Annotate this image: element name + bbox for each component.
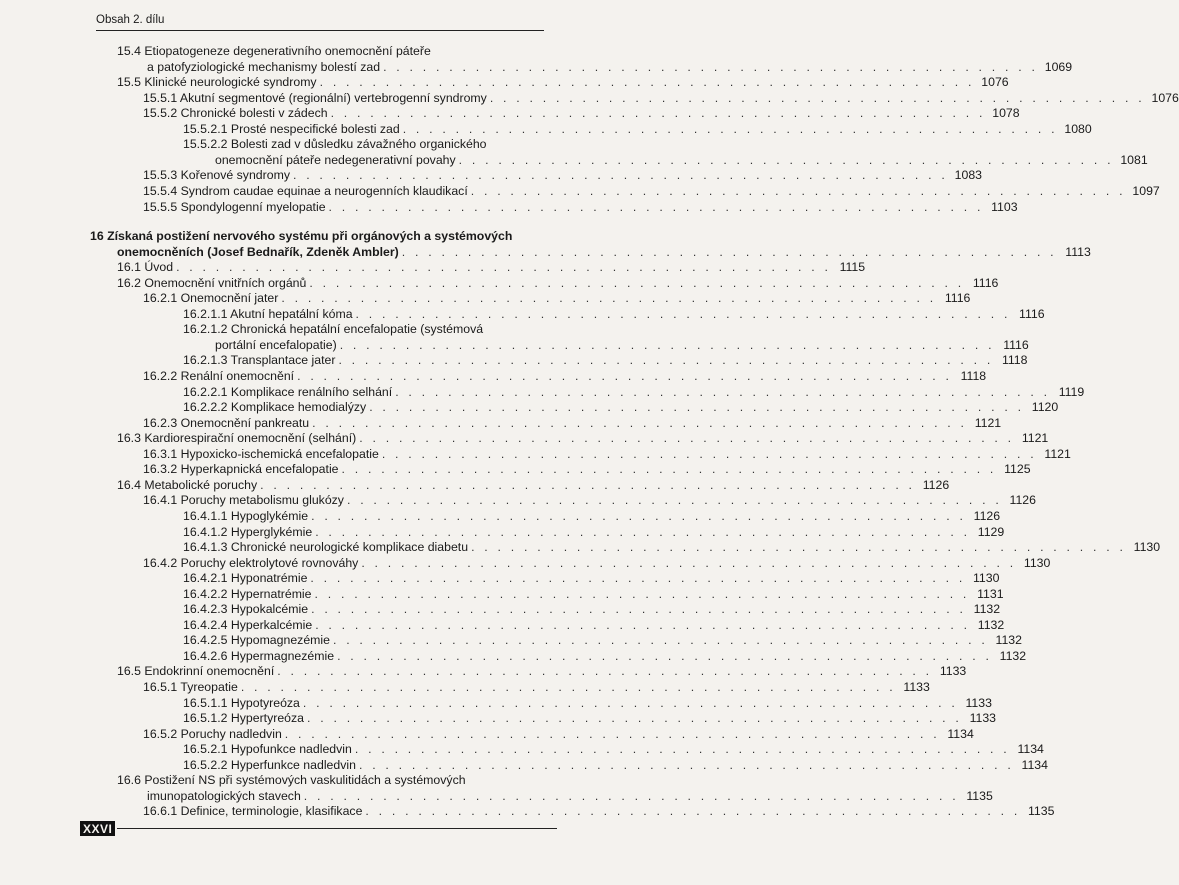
toc-entry	[183, 757, 1048, 773]
toc-entry	[143, 106, 1020, 121]
dot-leader: . . . . . . . . . . . . . . . . . . . . . . . . . . . . . . . . . . . . . . . . . . . . . . . . . .	[365, 804, 1021, 819]
dot-leader: . . . . . . . . . . . . . . . . . . . . . . . . . . . . . . . . . . . . . . . . . . . . . . . . . .	[314, 586, 970, 601]
toc-entry-title: 15.5.3 Kořenové syndromy	[143, 168, 290, 183]
toc-entry	[147, 59, 1073, 75]
running-head: Obsah 2. dílu	[96, 14, 165, 26]
dot-leader: . . . . . . . . . . . . . . . . . . . . . . . . . . . . . . . . . . . . . . . . . . . . . . . . . .	[395, 384, 1051, 399]
toc-page-number: 1120	[1031, 400, 1059, 415]
toc-entry-title: 16.3.1 Hypoxicko-ischemická encefalopatie	[143, 446, 379, 461]
dot-leader: . . . . . . . . . . . . . . . . . . . . . . . . . . . . . . . . . . . . . . . . . . . . . . . . . .	[402, 121, 1058, 136]
toc-entry	[143, 446, 1071, 462]
dot-leader: . . . . . . . . . . . . . . . . . . . . . . . . . . . . . . . . . . . . . . . . . . . . . . . . . .	[361, 555, 1017, 570]
toc-page-number: 1135	[1027, 804, 1055, 819]
toc-entry-title: 16.2.3 Onemocnění pankreatu	[143, 415, 310, 430]
toc-entry	[183, 617, 1005, 633]
toc-entry-title: 16.4.1 Poruchy metabolismu glukózy	[143, 493, 344, 508]
toc-entry	[143, 183, 1160, 199]
toc-entry	[117, 477, 950, 493]
dot-leader: . . . . . . . . . . . . . . . . . . . . . . . . . . . . . . . . . . . . . . . . . . . . . . . . . .	[311, 508, 967, 523]
toc-page-number: 1118	[1001, 353, 1028, 368]
toc-entry	[143, 726, 974, 742]
toc-entry-title: 16.5.2 Poruchy nadledvin	[143, 726, 282, 741]
toc-entry	[143, 369, 987, 384]
dot-leader: . . . . . . . . . . . . . . . . . . . . . . . . . . . . . . . . . . . . . . . . . . . . . . . . . .	[284, 726, 940, 741]
dot-leader: . . . . . . . . . . . . . . . . . . . . . . . . . . . . . . . . . . . . . . . . . . . . . . . . . .	[332, 633, 988, 648]
toc-entry-line: 16.2.1.2 Chronická hepatální encefalopatie (systémová	[183, 322, 484, 337]
toc-entry-title: 16.3.2 Hyperkapnická encefalopatie	[143, 462, 339, 477]
dot-leader: . . . . . . . . . . . . . . . . . . . . . . . . . . . . . . . . . . . . . . . . . . . . . . . . . .	[489, 90, 1145, 105]
toc-entry-title: 16.4.2.3 Hypokalcémie	[183, 602, 309, 617]
dot-leader: . . . . . . . . . . . . . . . . . . . . . . . . . . . . . . . . . . . . . . . . . . . . . . . . . .	[315, 617, 971, 632]
toc-entry	[215, 152, 1148, 168]
toc-entry-title: 16.5.2.2 Hyperfunkce nadledvin	[183, 757, 356, 772]
dot-leader: . . . . . . . . . . . . . . . . . . . . . . . . . . . . . . . . . . . . . . . . . . . . . . . . . .	[281, 291, 937, 306]
toc-page-number: 1125	[1004, 462, 1031, 477]
toc-entry-title: 16.4.2.6 Hypermagnezémie	[183, 648, 335, 663]
toc-entry	[183, 508, 1001, 524]
toc-page-number: 1129	[977, 524, 1005, 539]
toc-page-number: 1121	[1044, 446, 1071, 461]
toc-entry	[183, 384, 1085, 400]
toc-page-number: 1130	[1133, 540, 1161, 555]
dot-leader: . . . . . . . . . . . . . . . . . . . . . . . . . . . . . . . . . . . . . . . . . . . . . . . . . .	[328, 199, 984, 214]
toc-entry-title: 16.4.2.5 Hypomagnezémie	[183, 633, 330, 648]
toc-entry	[183, 742, 1044, 757]
dot-leader: . . . . . . . . . . . . . . . . . . . . . . . . . . . . . . . . . . . . . . . . . . . . . . . . . .	[339, 337, 995, 352]
toc-entry	[143, 462, 1031, 477]
toc-page-number: 1115	[839, 260, 866, 275]
toc-page-number: 1130	[973, 571, 1000, 586]
toc-entry-line: 15.4 Etiopatogeneze degenerativního onemocnění páteře	[117, 44, 431, 58]
toc-entry-title: 16.4.1.3 Chronické neurologické komplikace diabetu	[183, 540, 469, 555]
toc-entry-title: 16.2 Onemocnění vnitřních orgánů	[117, 275, 307, 290]
dot-leader: . . . . . . . . . . . . . . . . . . . . . . . . . . . . . . . . . . . . . . . . . . . . . . . . . .	[330, 106, 986, 121]
toc-entry	[183, 586, 1004, 602]
toc-entry	[143, 680, 930, 695]
toc-entry	[117, 431, 1049, 446]
dot-leader: . . . . . . . . . . . . . . . . . . . . . . . . . . . . . . . . . . . . . . . . . . . . . . . . . .	[381, 446, 1037, 461]
dot-leader: . . . . . . . . . . . . . . . . . . . . . . . . . . . . . . . . . . . . . . . . . . . . . . . . . .	[470, 183, 1126, 198]
toc-page-number: 1116	[972, 275, 999, 290]
toc-page-number: 1083	[954, 168, 982, 183]
toc-entry-title: imunopatologických stavech	[147, 788, 301, 803]
dot-leader: . . . . . . . . . . . . . . . . . . . . . . . . . . . . . . . . . . . . . . . . . . . . . . . . . .	[319, 75, 975, 90]
dot-leader: . . . . . . . . . . . . . . . . . . . . . . . . . . . . . . . . . . . . . . . . . . . . . . . . . .	[302, 695, 958, 710]
dot-leader: . . . . . . . . . . . . . . . . . . . . . . . . . . . . . . . . . . . . . . . . . . . . . . . . . .	[383, 59, 1039, 74]
toc-page-number: 1119	[1058, 384, 1085, 399]
toc-entry-title: portální encefalopatie)	[215, 337, 337, 352]
toc-entry-title: 16.3 Kardiorespirační onemocnění (selhání)	[117, 431, 357, 446]
toc-page-number: 1132	[995, 633, 1022, 648]
toc-page-number: 1080	[1064, 121, 1092, 136]
toc-entry-title: 15.5.5 Spondylogenní myelopatie	[143, 199, 326, 214]
toc-entry	[143, 199, 1018, 215]
toc-entry-title: 16.2.1 Onemocnění jater	[143, 291, 279, 306]
toc-entry	[183, 121, 1092, 137]
dot-leader: . . . . . . . . . . . . . . . . . . . . . . . . . . . . . . . . . . . . . . . . . . . . . . . . . .	[359, 431, 1015, 446]
dot-leader: . . . . . . . . . . . . . . . . . . . . . . . . . . . . . . . . . . . . . . . . . . . . . . . . . .	[277, 664, 933, 679]
toc-entry-title: 16.4.1.2 Hyperglykémie	[183, 524, 313, 539]
toc-page-number: 1132	[973, 602, 1001, 617]
toc-entry-title: 16.4.2.2 Hypernatrémie	[183, 586, 312, 601]
toc-entry-title: 15.5.4 Syndrom caudae equinae a neurogenních klaudikací	[143, 183, 468, 198]
dot-leader: . . . . . . . . . . . . . . . . . . . . . . . . . . . . . . . . . . . . . . . . . . . . . . . . . .	[346, 493, 1002, 508]
toc-entry	[147, 788, 993, 804]
toc-page-number: 1133	[965, 695, 992, 710]
dot-leader: . . . . . . . . . . . . . . . . . . . . . . . . . . . . . . . . . . . . . . . . . . . . . . . . . .	[458, 152, 1114, 167]
toc-entry	[183, 633, 1022, 648]
toc-page-number: 1134	[947, 726, 974, 741]
toc-entry-title: 16.1 Úvod	[117, 260, 174, 275]
toc-entry	[183, 400, 1059, 415]
toc-entry-title: 15.5 Klinické neurologické syndromy	[117, 75, 317, 90]
toc-entry	[183, 711, 997, 726]
toc-entry-title: 16.5.1.2 Hypertyreóza	[183, 711, 304, 726]
header-rule	[96, 30, 544, 31]
toc-page-number: 1130	[1023, 555, 1051, 570]
dot-leader: . . . . . . . . . . . . . . . . . . . . . . . . . . . . . . . . . . . . . . . . . . . . . . . . . .	[292, 168, 948, 183]
toc-page-number: 1133	[903, 680, 930, 694]
toc-entry	[117, 75, 1009, 90]
toc-entry-title: 16.4.2.4 Hyperkalcémie	[183, 617, 313, 632]
toc-entry	[183, 353, 1028, 368]
toc-page-number: 1078	[992, 106, 1020, 121]
dot-leader: . . . . . . . . . . . . . . . . . . . . . . . . . . . . . . . . . . . . . . . . . . . . . . . . . .	[240, 680, 896, 694]
toc-entry-title: 16.4.1.1 Hypoglykémie	[183, 508, 309, 523]
toc-page-number: 1131	[977, 586, 1004, 601]
toc-entry-title: onemocněních (Josef Bednařík, Zdeněk Ambler)	[117, 244, 399, 259]
toc-entry-title: 16.2.1.3 Transplantace jater	[183, 353, 336, 368]
toc-page-number: 1133	[969, 711, 997, 726]
toc-entry	[183, 540, 1161, 555]
toc-entry	[215, 337, 1029, 353]
dot-leader: . . . . . . . . . . . . . . . . . . . . . . . . . . . . . . . . . . . . . . . . . . . . . . . . . .	[338, 353, 994, 368]
toc-page-number: 1116	[1019, 306, 1045, 321]
dot-leader: . . . . . . . . . . . . . . . . . . . . . . . . . . . . . . . . . . . . . . . . . . . . . . . . . .	[309, 275, 965, 290]
footer-rule	[117, 828, 557, 829]
toc-entry	[117, 244, 1091, 260]
toc-entry-title: 16.4 Metabolické poruchy	[117, 477, 258, 492]
toc-page-number: 1121	[974, 415, 1002, 430]
dot-leader: . . . . . . . . . . . . . . . . . . . . . . . . . . . . . . . . . . . . . . . . . . . . . . . . . .	[307, 711, 963, 726]
toc-page-number: 1126	[973, 508, 1001, 523]
toc-entry-title: 15.5.2.1 Prosté nespecifické bolesti zad	[183, 121, 400, 136]
toc-page-number: 1134	[1017, 742, 1044, 757]
toc-page-number: 1126	[1009, 493, 1036, 508]
toc-entry-title: 16.4.2.1 Hyponatrémie	[183, 571, 308, 586]
toc-entry	[183, 648, 1027, 664]
toc-entry	[183, 602, 1001, 617]
toc-entry-title: 16.4.2 Poruchy elektrolytové rovnováhy	[143, 555, 359, 570]
toc-page-number: 1132	[977, 617, 1005, 632]
toc-entry	[143, 804, 1055, 819]
toc-entry-title: 16.5 Endokrinní onemocnění	[117, 664, 275, 679]
dot-leader: . . . . . . . . . . . . . . . . . . . . . . . . . . . . . . . . . . . . . . . . . . . . . . . . . .	[471, 540, 1127, 555]
dot-leader: . . . . . . . . . . . . . . . . . . . . . . . . . . . . . . . . . . . . . . . . . . . . . . . . . .	[401, 244, 1057, 259]
toc-entry	[143, 415, 1002, 431]
dot-leader: . . . . . . . . . . . . . . . . . . . . . . . . . . . . . . . . . . . . . . . . . . . . . . . . . .	[358, 757, 1014, 772]
toc-page-number: 1133	[939, 664, 967, 679]
toc-entry	[183, 695, 992, 711]
toc-entry-title: 15.5.2 Chronické bolesti v zádech	[143, 106, 328, 121]
toc-entry	[143, 291, 971, 306]
toc-entry-title: 16.2.1.1 Akutní hepatální kóma	[183, 306, 353, 321]
toc-entry	[117, 664, 967, 679]
dot-leader: . . . . . . . . . . . . . . . . . . . . . . . . . . . . . . . . . . . . . . . . . . . . . . . . . .	[176, 260, 832, 275]
toc-entry	[143, 168, 982, 183]
toc-entry-title: 16.2.2.2 Komplikace hemodialýzy	[183, 400, 367, 415]
toc-page-number: 1121	[1021, 431, 1049, 446]
toc-entry-title: 15.5.1 Akutní segmentové (regionální) vertebrogenní syndromy	[143, 90, 487, 105]
dot-leader: . . . . . . . . . . . . . . . . . . . . . . . . . . . . . . . . . . . . . . . . . . . . . . . . . .	[311, 602, 967, 617]
toc-page-number: 1103	[991, 199, 1018, 214]
dot-leader: . . . . . . . . . . . . . . . . . . . . . . . . . . . . . . . . . . . . . . . . . . . . . . . . . .	[337, 648, 993, 663]
toc-page-number: 1081	[1120, 152, 1148, 167]
toc-page-number: 1076	[1151, 90, 1179, 105]
toc-entry-title: 16.2.2.1 Komplikace renálního selhání	[183, 384, 393, 399]
dot-leader: . . . . . . . . . . . . . . . . . . . . . . . . . . . . . . . . . . . . . . . . . . . . . . . . . .	[303, 788, 959, 803]
toc-entry-title: 16.5.1.1 Hypotyreóza	[183, 695, 300, 710]
dot-leader: . . . . . . . . . . . . . . . . . . . . . . . . . . . . . . . . . . . . . . . . . . . . . . . . . .	[354, 742, 1010, 757]
dot-leader: . . . . . . . . . . . . . . . . . . . . . . . . . . . . . . . . . . . . . . . . . . . . . . . . . .	[312, 415, 968, 430]
toc-entry	[117, 260, 866, 275]
toc-entry-title: 16.6.1 Definice, terminologie, klasifikace	[143, 804, 363, 819]
toc-page-number: 1113	[1065, 244, 1091, 259]
toc-entry-title: 16.2.2 Renální onemocnění	[143, 369, 295, 383]
toc-page-number: 1135	[966, 788, 993, 803]
toc-entry-title: onemocnění páteře nedegenerativní povahy	[215, 152, 456, 167]
toc-entry-line: 16 Získaná postižení nervového systému při orgánových a systémových	[90, 229, 513, 244]
toc-page-number: 1118	[960, 369, 987, 383]
toc-entry-title: 16.5.2.1 Hypofunkce nadledvin	[183, 742, 352, 757]
toc-entry-line: 15.5.2.2 Bolesti zad v důsledku závažného organického	[183, 137, 487, 152]
toc-page-number: 1076	[981, 75, 1009, 90]
toc-entry	[117, 275, 999, 291]
dot-leader: . . . . . . . . . . . . . . . . . . . . . . . . . . . . . . . . . . . . . . . . . . . . . . . . . .	[310, 571, 966, 586]
toc-entry-title: a patofyziologické mechanismy bolestí zad	[147, 59, 381, 74]
dot-leader: . . . . . . . . . . . . . . . . . . . . . . . . . . . . . . . . . . . . . . . . . . . . . . . . . .	[341, 462, 997, 477]
toc-entry	[183, 524, 1005, 540]
page-folio: XXVI	[80, 821, 115, 836]
toc-page-number: 1116	[1003, 337, 1029, 352]
toc-entry	[143, 555, 1051, 571]
dot-leader: . . . . . . . . . . . . . . . . . . . . . . . . . . . . . . . . . . . . . . . . . . . . . . . . . .	[355, 306, 1011, 321]
toc-page-number: 1134	[1021, 757, 1048, 772]
toc-entry	[183, 571, 1000, 586]
toc-entry	[143, 493, 1036, 508]
toc-entry	[143, 90, 1179, 106]
dot-leader: . . . . . . . . . . . . . . . . . . . . . . . . . . . . . . . . . . . . . . . . . . . . . . . . . .	[315, 524, 971, 539]
toc-page-number: 1126	[922, 477, 950, 492]
toc-page-number: 1132	[999, 648, 1027, 663]
dot-leader: . . . . . . . . . . . . . . . . . . . . . . . . . . . . . . . . . . . . . . . . . . . . . . . . . .	[297, 369, 953, 383]
toc-page-number: 1116	[944, 291, 971, 306]
toc-entry	[183, 306, 1045, 322]
dot-leader: . . . . . . . . . . . . . . . . . . . . . . . . . . . . . . . . . . . . . . . . . . . . . . . . . .	[369, 400, 1025, 415]
toc-page-number: 1097	[1132, 183, 1160, 198]
toc-entry-line: 16.6 Postižení NS při systémových vaskulitidách a systémových	[117, 773, 466, 788]
toc-entry-title: 16.5.1 Tyreopatie	[143, 680, 238, 694]
toc-page-number: 1069	[1044, 59, 1073, 74]
dot-leader: . . . . . . . . . . . . . . . . . . . . . . . . . . . . . . . . . . . . . . . . . . . . . . . . . .	[260, 477, 916, 492]
